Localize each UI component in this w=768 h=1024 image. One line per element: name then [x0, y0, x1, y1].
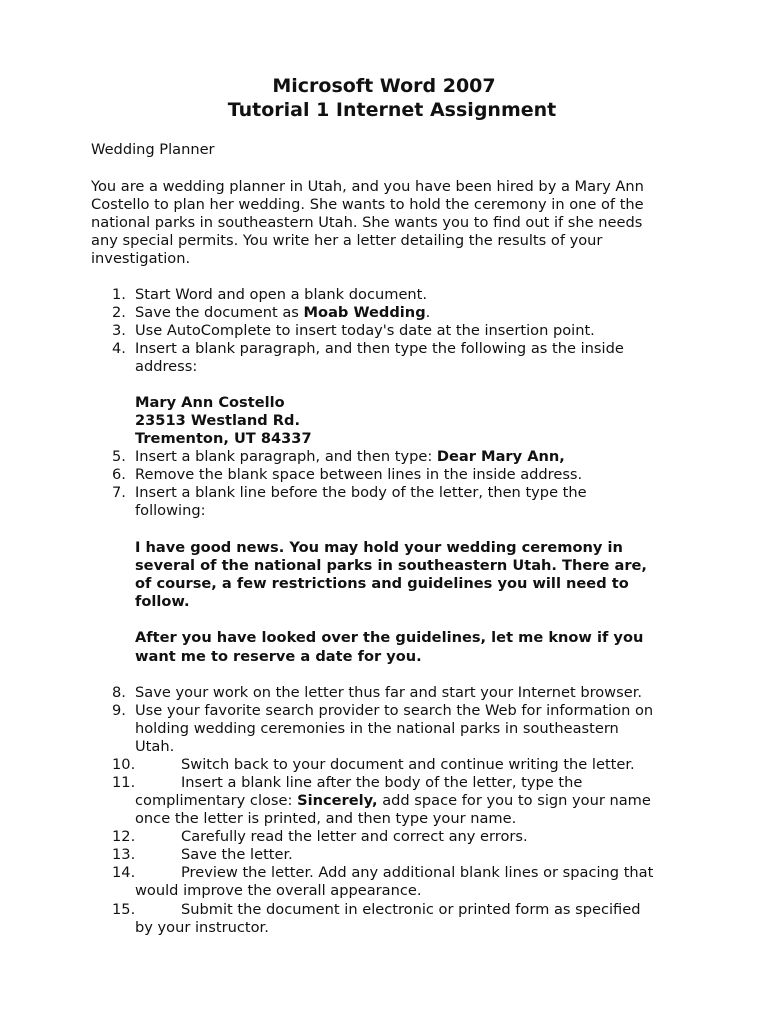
- title-line-1: Microsoft Word 2007: [272, 75, 496, 97]
- salutation: Dear Mary Ann,: [436, 448, 565, 465]
- item-text: [135, 792, 651, 810]
- intro-line-4: any special permits. You write her a letter detailing the results of your: [91, 232, 603, 249]
- item-text: Save your work on the letter thus far and start your Internet browser.: [135, 684, 643, 701]
- item-text: Use your favorite search provider to search the Web for information on: [135, 702, 654, 719]
- intro-line-1: You are a wedding planner in Utah, and you have been hired by a Mary Ann: [91, 178, 644, 195]
- intro-line-3: national parks in southeastern Utah. She wants you to find out if she needs: [91, 214, 643, 231]
- item-text: would improve the overall appearance.: [135, 882, 422, 899]
- item-text: following:: [135, 502, 206, 519]
- item-text-part: .: [425, 304, 431, 321]
- letter-body-line: follow.: [135, 593, 190, 610]
- item-text: once the letter is printed, and then type your name.: [135, 810, 517, 827]
- title-line-2: Tutorial 1 Internet Assignment: [227, 99, 557, 121]
- item-number: 10.: [112, 756, 136, 773]
- letter-body-line: want me to reserve a date for you.: [135, 648, 422, 665]
- item-number: 2.: [112, 304, 126, 321]
- item-number: 3.: [112, 322, 126, 339]
- item-text: Switch back to your document and continue writing the letter.: [181, 756, 635, 773]
- item-text: holding wedding ceremonies in the national parks in southeastern: [135, 720, 619, 737]
- item-number: 1.: [112, 286, 126, 303]
- item-number: 11.: [112, 774, 136, 791]
- item-number: 9.: [112, 702, 126, 719]
- letter-body-line: several of the national parks in southeastern Utah. There are,: [135, 557, 647, 574]
- letter-body-line: After you have looked over the guidelines, let me know if you: [135, 629, 644, 646]
- letter-body-line: of course, a few restrictions and guidelines you will need to: [135, 575, 629, 592]
- item-number: 12.: [112, 828, 136, 845]
- item-text: Submit the document in electronic or printed form as specified: [181, 901, 641, 918]
- section-heading: Wedding Planner: [91, 141, 215, 158]
- document-name: Moab Wedding: [303, 304, 426, 321]
- letter-body-line: I have good news. You may hold your wedding ceremony in: [135, 539, 623, 556]
- item-text: Start Word and open a blank document.: [135, 286, 428, 303]
- item-text: [135, 448, 565, 466]
- item-text: Save the letter.: [181, 846, 293, 863]
- item-text: by your instructor.: [135, 919, 269, 936]
- item-text: Preview the letter. Add any additional blank lines or spacing that: [181, 864, 654, 881]
- item-text: [135, 304, 430, 322]
- item-number: 15.: [112, 901, 136, 918]
- item-text: Insert a blank paragraph, and then type the following as the inside: [135, 340, 624, 357]
- item-number: 6.: [112, 466, 126, 483]
- item-number: 8.: [112, 684, 126, 701]
- item-text: Insert a blank line before the body of the letter, then type the: [135, 484, 587, 501]
- item-number: 14.: [112, 864, 136, 881]
- intro-line-2: Costello to plan her wedding. She wants to hold the ceremony in one of the: [91, 196, 644, 213]
- item-text: Use AutoComplete to insert today's date at the insertion point.: [135, 322, 595, 339]
- address-line: Mary Ann Costello: [135, 394, 285, 411]
- item-text: Utah.: [135, 738, 175, 755]
- address-line: 23513 Westland Rd.: [135, 412, 300, 429]
- item-number: 5.: [112, 448, 126, 465]
- item-text: Remove the blank space between lines in the inside address.: [135, 466, 583, 483]
- address-line: Trementon, UT 84337: [135, 430, 312, 447]
- closing: Sincerely,: [297, 792, 378, 809]
- item-number: 13.: [112, 846, 136, 863]
- item-number: 7.: [112, 484, 126, 501]
- item-number: 4.: [112, 340, 126, 357]
- intro-line-5: investigation.: [91, 250, 191, 267]
- item-text: Carefully read the letter and correct any errors.: [181, 828, 528, 845]
- item-text: Insert a blank line after the body of the letter, type the: [181, 774, 583, 791]
- item-text-part: complimentary close:: [135, 792, 298, 809]
- item-text-part: Insert a blank paragraph, and then type:: [135, 448, 437, 465]
- item-text: address:: [135, 358, 198, 375]
- item-text-part: Save the document as: [135, 304, 304, 321]
- item-text-part: add space for you to sign your name: [377, 792, 651, 809]
